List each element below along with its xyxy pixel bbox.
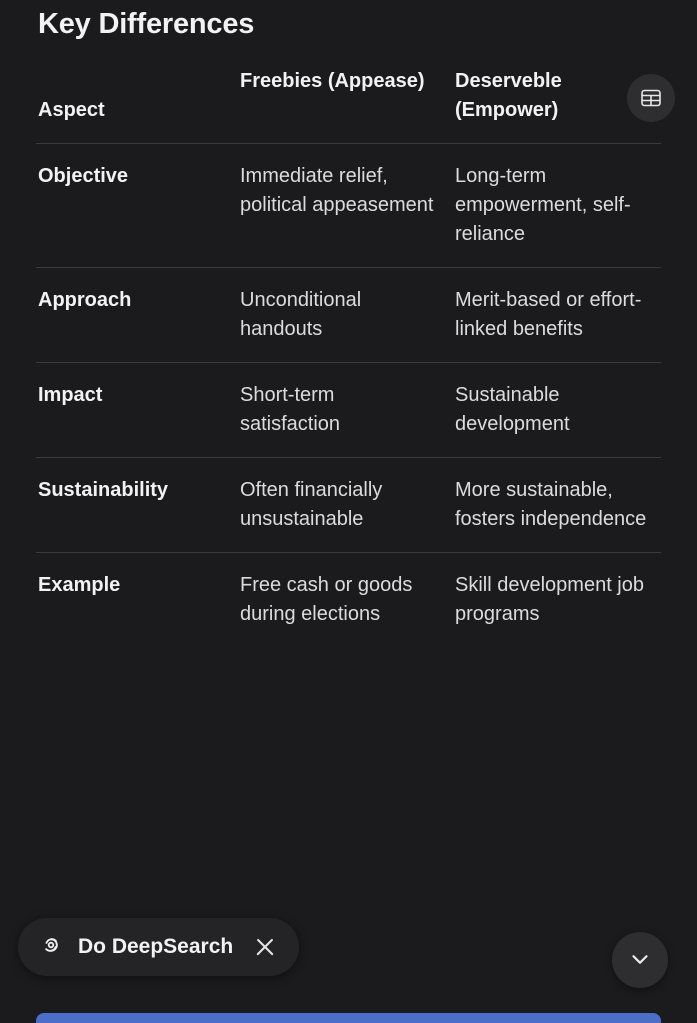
column-header-aspect: Aspect xyxy=(36,65,238,144)
row-label-objective: Objective xyxy=(36,144,238,268)
scroll-to-bottom-button[interactable] xyxy=(612,932,668,988)
cell-deservebies-objective: Long-term empowerment, self-reliance xyxy=(453,144,661,268)
do-deepsearch-button[interactable] xyxy=(18,918,299,976)
table-row xyxy=(36,268,661,363)
table-view-button[interactable] xyxy=(627,74,675,122)
row-label-impact: Impact xyxy=(36,363,238,458)
cell-deservebies-sustainability: More sustainable, fosters independence xyxy=(453,458,661,553)
cell-freebies-example: Free cash or goods during elections xyxy=(240,574,413,625)
row-label-sustainability: Sustainability xyxy=(36,458,238,553)
deepsearch-label: Do DeepSearch xyxy=(78,935,234,958)
cell-deservebies-example: Skill development job programs xyxy=(455,574,644,625)
row-label-example: Example xyxy=(38,574,121,596)
cell-deservebies-impact: Sustainable development xyxy=(453,363,661,458)
cell-freebies-approach: Unconditional handouts xyxy=(238,268,453,363)
key-differences-table xyxy=(36,65,661,647)
cell-deservebies-approach: Merit-based or effort-linked benefits xyxy=(453,268,661,363)
bottom-accent-bar xyxy=(36,1013,661,1023)
table-row xyxy=(36,363,661,458)
table-row xyxy=(36,458,661,553)
cell-freebies-sustainability: Often financially unsustainable xyxy=(238,458,453,553)
table-row xyxy=(36,553,661,648)
deepsearch-spiral-icon xyxy=(38,932,64,963)
chevron-down-icon xyxy=(627,946,653,975)
row-label-approach: Approach xyxy=(36,268,238,363)
close-icon[interactable] xyxy=(253,935,277,959)
column-header-deservebies: Deserveble (Empower) xyxy=(453,65,661,144)
table-row xyxy=(36,144,661,268)
cell-freebies-impact: Short-term satisfaction xyxy=(238,363,453,458)
table-header-row xyxy=(36,65,661,144)
column-header-freebies: Freebies (Appease) xyxy=(238,65,453,144)
table-icon xyxy=(639,86,663,110)
cell-freebies-objective: Immediate relief, political appeasement xyxy=(238,144,453,268)
page-title: Key Differences xyxy=(38,8,255,40)
